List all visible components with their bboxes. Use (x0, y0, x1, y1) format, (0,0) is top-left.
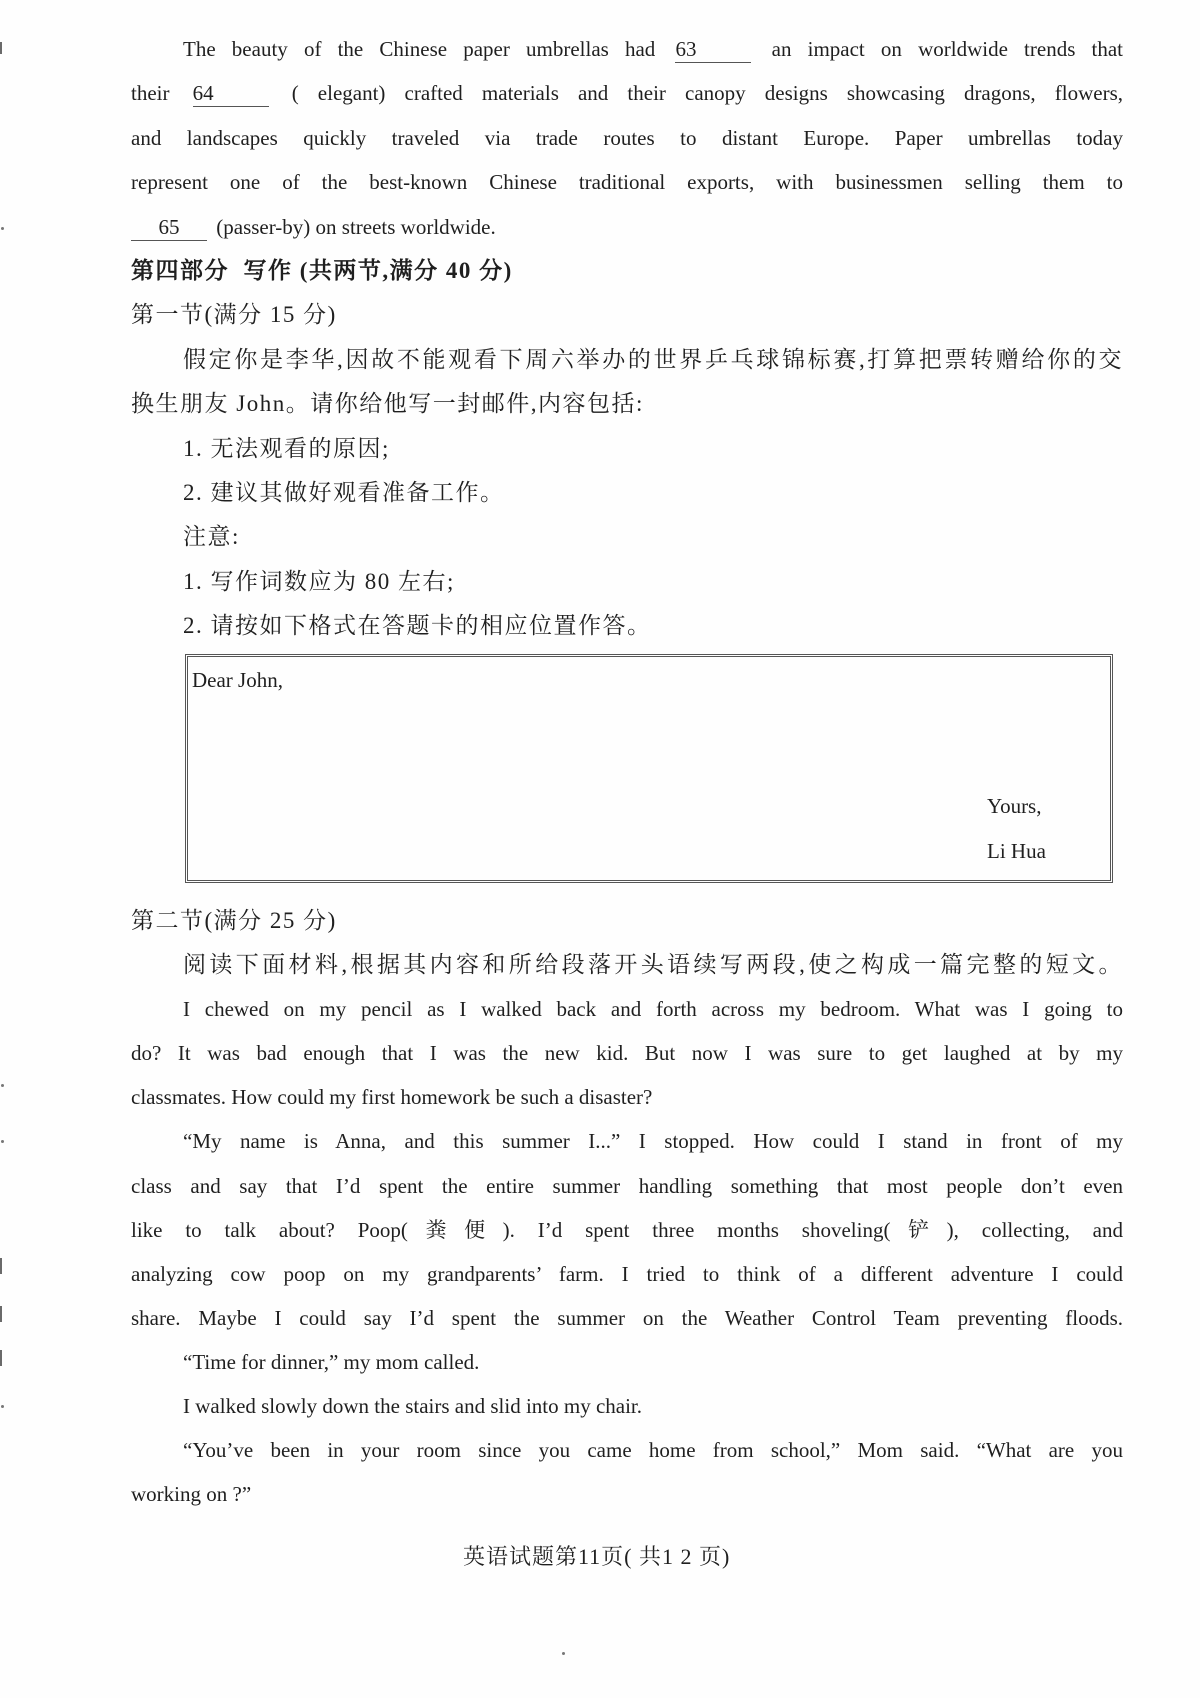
binding-edge-mark (0, 1306, 2, 1322)
cloze-line-1 (131, 27, 1123, 71)
letter-signature: Li Hua (987, 839, 1046, 863)
page-footer: 英语试题第11页( 共1 2 页) (463, 1544, 731, 1569)
binding-edge-mark (1, 227, 4, 230)
cloze-text: their (131, 81, 170, 106)
blank-65: 65 (131, 214, 207, 241)
story-line: “You’ve been in your room since you came home from school,” Mom said. “What are you (183, 1438, 1123, 1463)
section1-heading: 第一节(满分 15 分) (131, 302, 337, 328)
prompt-line-2: 换生朋友 John。请你给他写一封邮件,内容包括: (131, 391, 644, 417)
blank-64: 64 (193, 80, 269, 107)
binding-edge-mark (0, 1258, 2, 1274)
story-line: I walked slowly down the stairs and slid into my chair. (183, 1394, 643, 1419)
binding-edge-mark (1, 1084, 4, 1087)
letter-closing: Yours, (987, 794, 1042, 818)
cloze-text: an impact on worldwide trends that (771, 37, 1124, 61)
story-line: share. Maybe I could say I’d spent the summer on the Weather Control Team preventing floods. (131, 1305, 1123, 1330)
note-1: 1. 写作词数应为 80 左右; (183, 568, 455, 594)
story-line: “Time for dinner,” my mom called. (183, 1349, 480, 1374)
cloze-text: The beauty of the Chinese paper umbrellas had (183, 37, 656, 61)
story-line: do? It was bad enough that I was the new kid. But now I was sure to get laughed at by my (131, 1041, 1123, 1066)
cloze-line-4: represent one of the best-known Chinese traditional exports, with businessmen selling them to (131, 170, 1123, 195)
content-point-2: 2. 建议其做好观看准备工作。 (183, 479, 505, 505)
story-line: classmates. How could my first homework be such a disaster? (131, 1085, 653, 1110)
story-line: I chewed on my pencil as I walked back and forth across my bedroom. What was I going to (183, 997, 1123, 1022)
section2-heading: 第二节(满分 25 分) (131, 908, 337, 933)
letter-salutation: Dear John, (192, 668, 283, 692)
binding-edge-mark (0, 1350, 2, 1366)
cloze-line-5 (131, 205, 1123, 249)
part4-heading: 第四部分 写作 (共两节,满分 40 分) (131, 257, 513, 283)
binding-edge-mark (1, 1140, 4, 1143)
binding-edge-mark (0, 42, 2, 54)
story-line: analyzing cow poop on my grandparents’ farm. I tried to think of a different adventure I could (131, 1261, 1123, 1286)
story-line: like to talk about? Poop(粪便). I’d spent three months shoveling(铲), collecting, and (131, 1217, 1123, 1242)
section-b (131, 899, 1123, 1516)
binding-edge-mark (1, 1405, 4, 1408)
cloze-line-2 (131, 71, 1123, 115)
content-point-1: 1. 无法观看的原因; (183, 435, 390, 461)
section-a (131, 27, 1123, 648)
cloze-text: (passer-by) on streets worldwide. (216, 214, 496, 239)
story-line: “My name is Anna, and this summer I...” I stopped. How could I stand in front of my (183, 1129, 1123, 1154)
cloze-line-3: and landscapes quickly traveled via trade routes to distant Europe. Paper umbrellas today (131, 125, 1123, 150)
note-2: 2. 请按如下格式在答题卡的相应位置作答。 (183, 613, 652, 639)
story-line: class and say that I’d spent the entire summer handling something that most people don’t even (131, 1173, 1123, 1198)
section2-instruction: 阅读下面材料,根据其内容和所给段落开头语续写两段,使之构成一篇完整的短文。 (183, 952, 1123, 978)
scan-speck (562, 1652, 565, 1655)
notes-label: 注意: (183, 524, 240, 550)
cloze-text: ( elegant) crafted materials and their canopy designs showcasing dragons, flowers, (291, 81, 1124, 106)
blank-63: 63 (675, 36, 751, 63)
letter-format-box (185, 654, 1113, 883)
prompt-line-1: 假定你是李华,因故不能观看下周六举办的世界乒乓球锦标赛,打算把票转赠给你的交 (183, 346, 1123, 372)
story-line: working on ?” (131, 1482, 252, 1507)
